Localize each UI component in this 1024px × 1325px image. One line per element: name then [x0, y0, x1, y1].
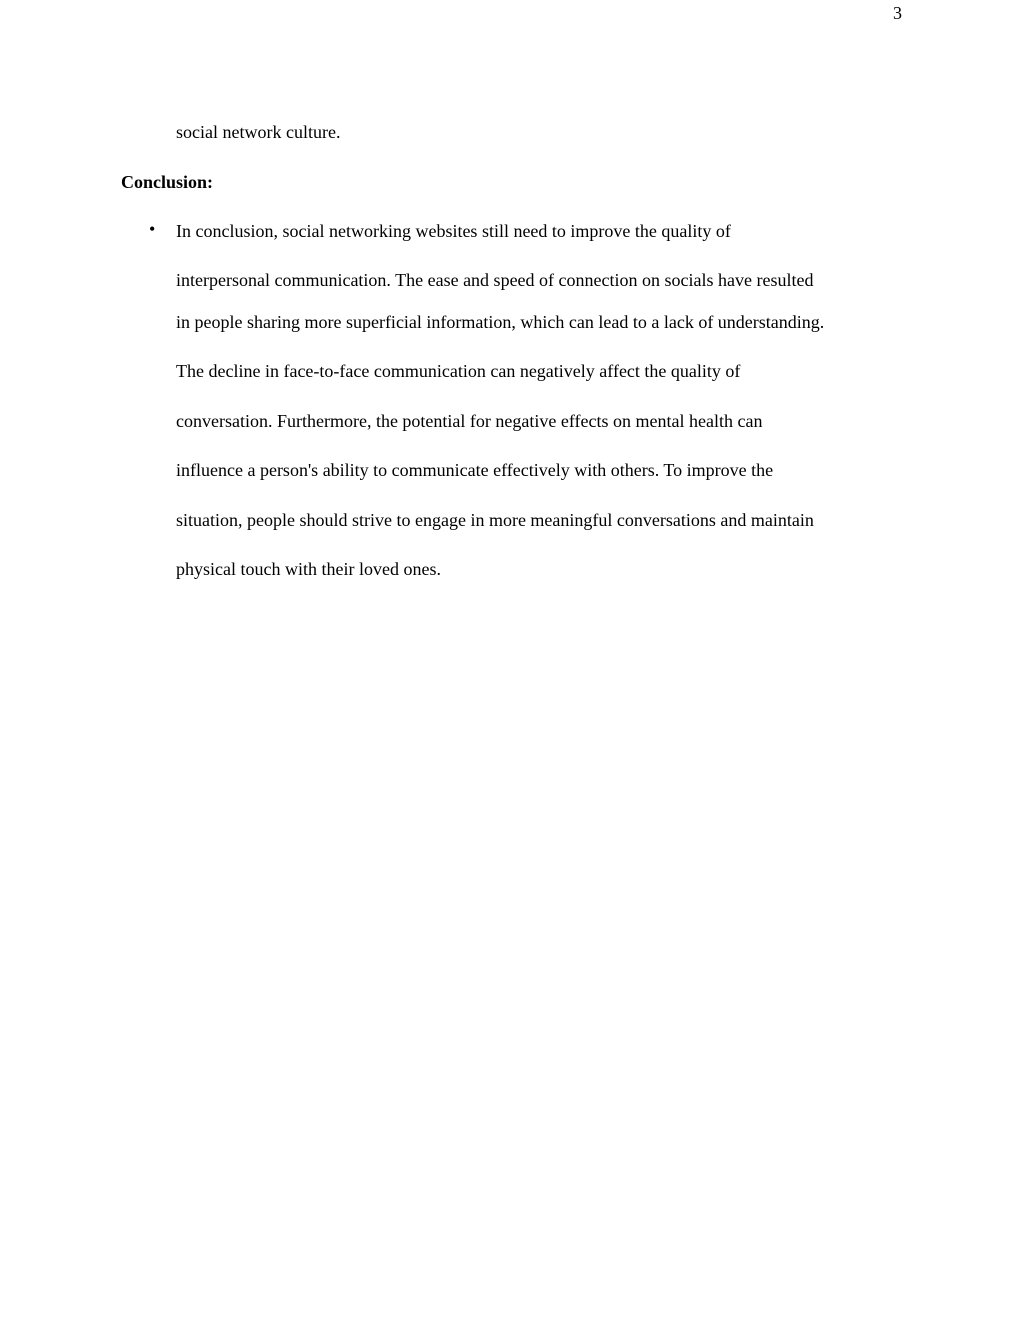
- paragraph-line: The decline in face-to-face communication can negatively affect the quality of: [176, 361, 741, 381]
- paragraph-line: interpersonal communication. The ease and speed of connection on socials have resulted: [176, 270, 814, 290]
- paragraph-line: in people sharing more superficial information, which can lead to a lack of understanding.: [176, 312, 825, 332]
- page-number: 3: [893, 3, 902, 23]
- conclusion-heading: Conclusion:: [121, 172, 214, 192]
- paragraph-line: situation, people should strive to engage in more meaningful conversations and maintain: [176, 510, 814, 530]
- continued-text-line: social network culture.: [176, 122, 341, 142]
- paragraph-line: influence a person's ability to communicate effectively with others. To improve the: [176, 460, 774, 480]
- bullet-icon: •: [149, 219, 156, 239]
- paragraph-line: In conclusion, social networking websites still need to improve the quality of: [176, 221, 731, 241]
- paragraph-line: physical touch with their loved ones.: [176, 559, 441, 579]
- paragraph-line: conversation. Furthermore, the potential for negative effects on mental health can: [176, 411, 763, 431]
